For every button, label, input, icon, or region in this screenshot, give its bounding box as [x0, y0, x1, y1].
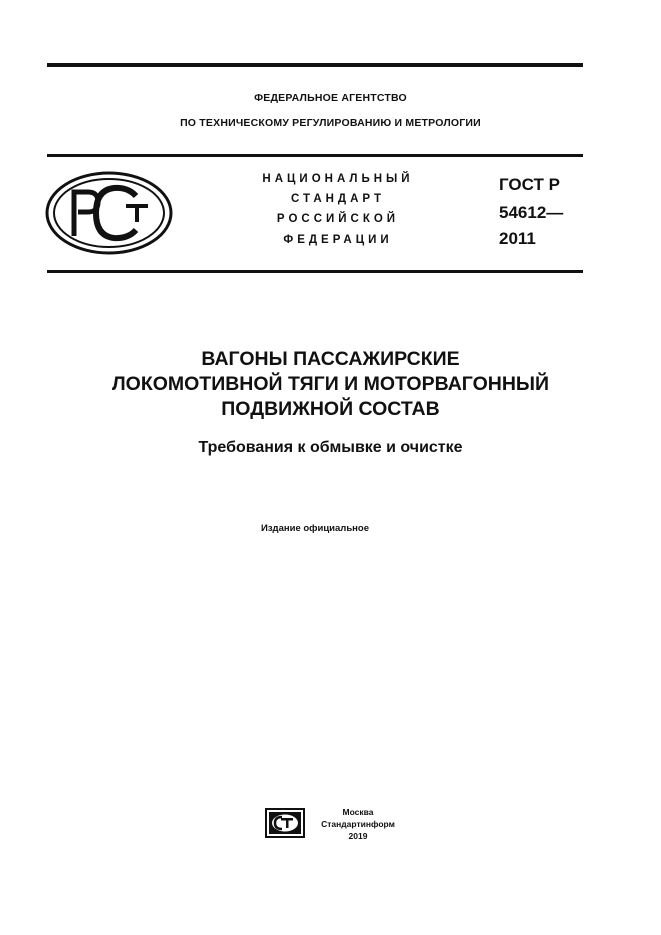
standard-line-3: РОССИЙСКОЙ	[276, 213, 400, 225]
agency-line-1: ФЕДЕРАЛЬНОЕ АГЕНТСТВО	[254, 92, 407, 104]
standard-line-1: НАЦИОНАЛЬНЫЙ	[262, 173, 414, 185]
standard-line-4: ФЕДЕРАЦИИ	[283, 234, 393, 246]
lower-rule	[47, 270, 583, 273]
document-title-line-2: ЛОКОМОТИВНОЙ ТЯГИ И МОТОРВАГОННЫЙ	[111, 373, 550, 395]
gost-designation-line-2: 54612—	[499, 203, 564, 222]
publisher-city: Москва	[342, 807, 374, 817]
document-title-line-3: ПОДВИЖНОЙ СОСТАВ	[221, 398, 440, 420]
edition-label: Издание официальное	[261, 523, 369, 534]
rst-logo-icon	[44, 170, 174, 256]
agency-line-2: ПО ТЕХНИЧЕСКОМУ РЕГУЛИРОВАНИЮ И МЕТРОЛОГИИ	[180, 117, 481, 129]
publisher-name: Стандартинформ	[321, 819, 395, 829]
standartinform-logo-icon	[265, 808, 305, 838]
top-rule	[47, 63, 583, 67]
document-subtitle: Требования к обмывке и очистке	[198, 439, 463, 456]
publisher-year: 2019	[348, 831, 368, 841]
middle-rule	[47, 154, 583, 157]
gost-designation-line-1: ГОСТ Р	[499, 175, 560, 194]
gost-designation-line-3: 2011	[499, 229, 536, 248]
document-title-line-1: ВАГОНЫ ПАССАЖИРСКИЕ	[201, 348, 460, 370]
standard-line-2: СТАНДАРТ	[291, 193, 385, 205]
